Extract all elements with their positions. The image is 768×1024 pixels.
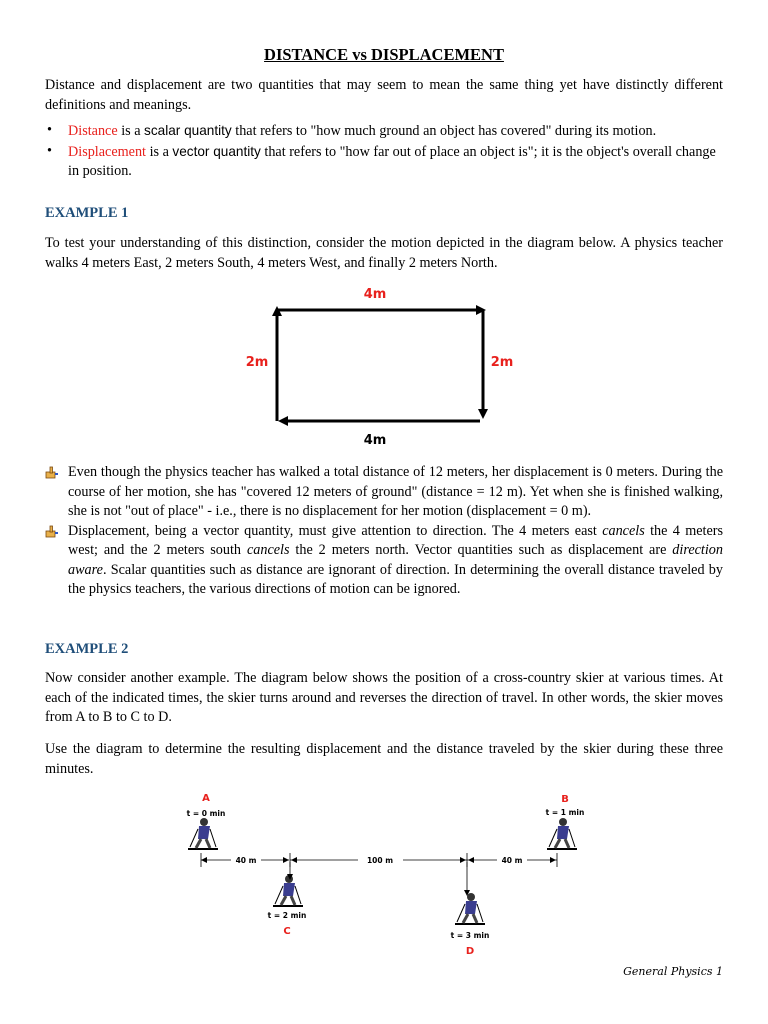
definition-displacement: • Displacement is a vector quantity that refers to "how far out of place an object is"; it is the object's overall change in position. [47,142,716,179]
term-displacement: Displacement [68,143,147,160]
skier-diagram [165,785,595,965]
example1-heading: EXAMPLE 1 [45,205,129,221]
page-footer: General Physics 1 [623,965,723,978]
time-d: t = 3 min [450,931,490,940]
label-top: 4m [363,287,387,302]
time-c: t = 2 min [267,911,307,920]
rectangle-path-diagram [240,282,530,452]
label-d: D [465,946,475,957]
label-c: C [283,926,291,937]
segment-ac: 40 m [235,856,257,865]
definitions-list [45,121,723,182]
bullet-icon: • [47,142,52,159]
example2-text1: Now consider another example. The diagram below shows the position of a cross-country skier at various times. At each of the indicated times, the skier turns around and reverses the direction of travel. In other words, the skier moves from A to B to C to D. [45,670,723,725]
intro-paragraph: Distance and displacement are two quantities that may seem to mean the same thing yet have distinctly different definitions and meanings. [45,77,723,113]
example1-text: To test your understanding of this distinction, consider the motion depicted in the diagram below. A physics teacher walks 4 meters East, 2 meters South, 4 meters West, and finally 2 meters North. [45,235,723,271]
page-title: DISTANCE vs DISPLACEMENT [264,45,504,64]
label-a: A [202,793,210,804]
segment-cd: 100 m [366,856,394,865]
bullet-icon: • [47,122,52,138]
skier-a-icon [188,818,218,849]
point-distance-displacement: Even though the physics teacher has walked a total distance of 12 meters, her displacement is 0 meters. During the course of her motion, she has "covered 12 meters of ground" (distance = 12 m). Yet when she is finished walking, she is not "out of place" - i.e., there is no displacement for her motion (displacement = 0 m). [45,463,723,522]
label-b: B [561,794,569,805]
segment-db: 40 m [501,856,523,865]
label-right: 2m [490,355,514,370]
hand-pointer-icon [45,525,59,538]
example1-points [45,463,723,600]
label-bottom: 4m [363,433,387,448]
definition-distance: • Distance is a scalar quantity that refers to "how much ground an object has covered" during its motion. [47,122,657,139]
example2-text2: Use the diagram to determine the resulting displacement and the distance traveled by the skier during these three minutes. [45,741,723,777]
term-distance: Distance [68,123,118,139]
skier-b-icon [547,818,577,849]
skier-c-icon [273,875,303,906]
point-vector-direction: Displacement, being a vector quantity, must give attention to direction. The 4 meters east cancels the 4 meters west; and the 2 meters south cancels the 2 meters north. Vector quantities such as displacement are direction aware. Scalar quantities such as distance are ignorant of direction. In determining the overall distance traveled by the physics teachers, the various directions of motion can be ignored. [45,522,723,600]
skier-d-icon [455,893,485,924]
label-left: 2m [245,355,269,370]
time-a: t = 0 min [186,809,226,818]
time-b: t = 1 min [545,808,585,817]
example2-heading: EXAMPLE 2 [45,641,129,657]
hand-pointer-icon [45,466,59,479]
